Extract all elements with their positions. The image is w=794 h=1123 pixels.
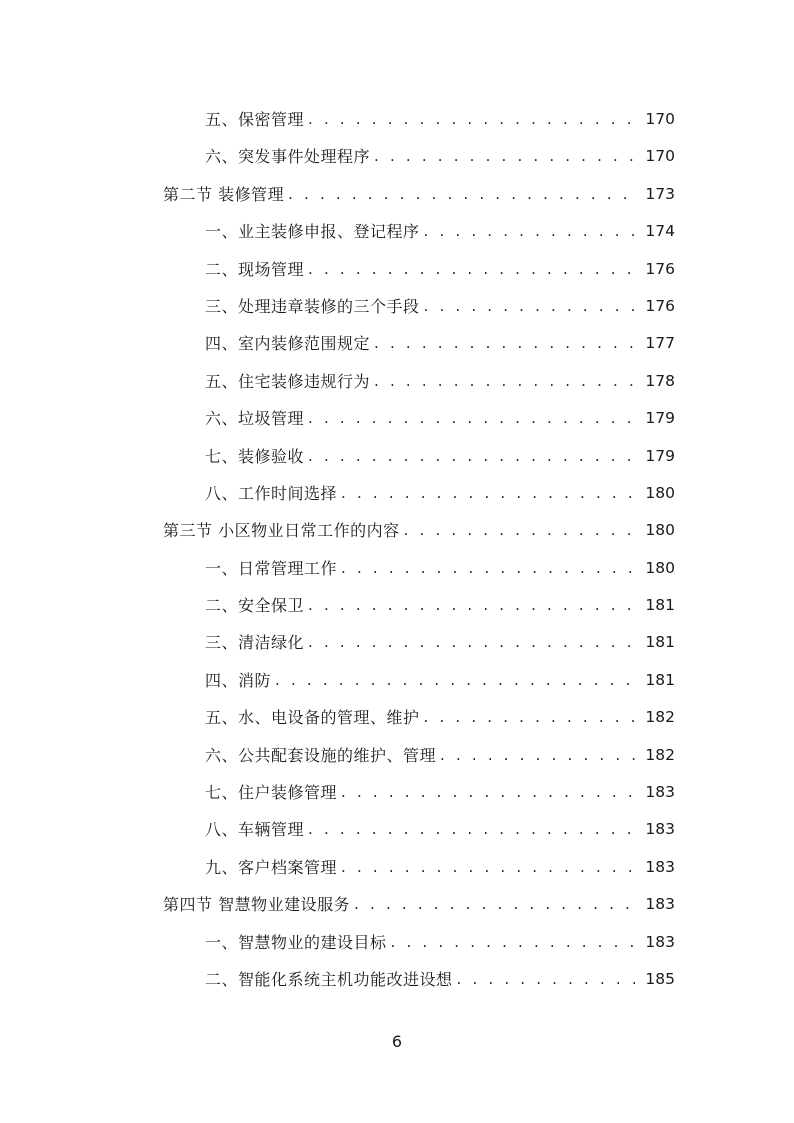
- toc-entry-title: 六、公共配套设施的维护、管理: [205, 745, 437, 765]
- toc-subsection-entry[interactable]: [205, 288, 675, 325]
- toc-section-entry[interactable]: [163, 886, 675, 923]
- toc-entry-title: 八、车辆管理: [205, 820, 305, 840]
- toc-entry-title: 二、现场管理: [205, 259, 305, 279]
- toc-subsection-entry[interactable]: [205, 737, 675, 774]
- toc-dot-leader: [424, 288, 637, 325]
- toc-entry-title: 第四节 智慧物业建设服务: [163, 895, 351, 915]
- toc-entry-title: 一、业主装修申报、登记程序: [205, 222, 420, 242]
- toc-subsection-entry[interactable]: [205, 101, 675, 138]
- toc-subsection-entry[interactable]: [205, 400, 675, 437]
- toc-entry-page-number: 179: [645, 409, 675, 428]
- toc-entry-title: 七、装修验收: [205, 446, 305, 466]
- toc-subsection-entry[interactable]: [205, 961, 675, 998]
- toc-entry-page-number: 182: [645, 745, 675, 764]
- toc-entry-page-number: 183: [645, 932, 675, 951]
- toc-entry-page-number: 180: [645, 483, 675, 502]
- toc-entry-title: 三、处理违章装修的三个手段: [205, 296, 420, 316]
- toc-entry-page-number: 176: [645, 259, 675, 278]
- toc-entry-title: 二、智能化系统主机功能改进设想: [205, 969, 453, 989]
- toc-subsection-entry[interactable]: [205, 550, 675, 587]
- toc-dot-leader: [341, 849, 637, 886]
- toc-entry-title: 六、垃圾管理: [205, 409, 305, 429]
- toc-entry-page-number: 180: [645, 558, 675, 577]
- toc-subsection-entry[interactable]: [205, 438, 675, 475]
- toc-entry-title: 七、住户装修管理: [205, 783, 338, 803]
- toc-entry-title: 第二节 装修管理: [163, 184, 285, 204]
- toc-entry-page-number: 177: [645, 334, 675, 353]
- toc-subsection-entry[interactable]: [205, 138, 675, 175]
- toc-entry-page-number: 176: [645, 296, 675, 315]
- toc-subsection-entry[interactable]: [205, 924, 675, 961]
- toc-entry-title: 五、水、电设备的管理、维护: [205, 708, 420, 728]
- toc-subsection-entry[interactable]: [205, 849, 675, 886]
- toc-dot-leader: [457, 961, 637, 998]
- toc-entry-page-number: 170: [645, 110, 675, 128]
- toc-entry-page-number: 170: [645, 147, 675, 166]
- toc-entry-title: 一、智慧物业的建设目标: [205, 932, 387, 952]
- toc-section-entry[interactable]: [163, 512, 675, 549]
- toc-dot-leader: [374, 138, 637, 175]
- toc-dot-leader: [341, 774, 637, 811]
- toc-entry-title: 九、客户档案管理: [205, 857, 338, 877]
- toc-subsection-entry[interactable]: [205, 624, 675, 661]
- toc-dot-leader: [308, 587, 637, 624]
- toc-entry-page-number: 179: [645, 446, 675, 465]
- toc-entry-title: 四、室内装修范围规定: [205, 334, 371, 354]
- toc-dot-leader: [341, 550, 637, 587]
- toc-dot-leader: [391, 924, 637, 961]
- toc-entry-page-number: 178: [645, 371, 675, 390]
- toc-entry-page-number: 181: [645, 670, 675, 689]
- toc-entry-page-number: 183: [645, 857, 675, 876]
- toc-dot-leader: [440, 737, 637, 774]
- table-of-contents: [0, 101, 794, 998]
- toc-entry-page-number: 181: [645, 633, 675, 652]
- toc-dot-leader: [308, 400, 637, 437]
- toc-entry-title: 一、日常管理工作: [205, 558, 338, 578]
- toc-subsection-entry[interactable]: [205, 699, 675, 736]
- toc-entry-title: 二、安全保卫: [205, 596, 305, 616]
- toc-dot-leader: [288, 176, 637, 213]
- toc-entry-title: 八、工作时间选择: [205, 483, 338, 503]
- toc-entry-title: 五、保密管理: [205, 110, 305, 129]
- toc-entry-title: 四、消防: [205, 670, 272, 690]
- toc-entry-page-number: 181: [645, 596, 675, 615]
- toc-subsection-entry[interactable]: [205, 774, 675, 811]
- toc-entry-page-number: 182: [645, 708, 675, 727]
- toc-entry-page-number: 173: [645, 184, 675, 203]
- toc-entry-page-number: 185: [645, 969, 675, 988]
- toc-entry-page-number: 183: [645, 783, 675, 802]
- toc-dot-leader: [308, 101, 637, 138]
- toc-dot-leader: [275, 662, 637, 699]
- toc-entry-title: 三、清洁绿化: [205, 633, 305, 653]
- toc-entry-page-number: 180: [645, 521, 675, 540]
- toc-dot-leader: [424, 213, 637, 250]
- toc-subsection-entry[interactable]: [205, 662, 675, 699]
- toc-dot-leader: [308, 811, 637, 848]
- toc-dot-leader: [341, 475, 637, 512]
- page-number: 6: [391, 1032, 403, 1051]
- toc-dot-leader: [424, 699, 637, 736]
- toc-entry-title: 第三节 小区物业日常工作的内容: [163, 521, 400, 541]
- toc-dot-leader: [308, 251, 637, 288]
- toc-entry-page-number: 174: [645, 222, 675, 241]
- toc-dot-leader: [404, 512, 637, 549]
- toc-dot-leader: [374, 325, 637, 362]
- toc-subsection-entry[interactable]: [205, 213, 675, 250]
- toc-subsection-entry[interactable]: [205, 251, 675, 288]
- toc-dot-leader: [308, 438, 637, 475]
- toc-subsection-entry[interactable]: [205, 475, 675, 512]
- toc-dot-leader: [308, 624, 637, 661]
- toc-subsection-entry[interactable]: [205, 325, 675, 362]
- toc-subsection-entry[interactable]: [205, 811, 675, 848]
- toc-entry-page-number: 183: [645, 895, 675, 914]
- toc-dot-leader: [354, 886, 637, 923]
- toc-dot-leader: [374, 363, 637, 400]
- toc-section-entry[interactable]: [163, 176, 675, 213]
- toc-subsection-entry[interactable]: [205, 363, 675, 400]
- toc-entry-title: 五、住宅装修违规行为: [205, 371, 371, 391]
- toc-entry-page-number: 183: [645, 820, 675, 839]
- toc-entry-title: 六、突发事件处理程序: [205, 147, 371, 167]
- toc-subsection-entry[interactable]: [205, 587, 675, 624]
